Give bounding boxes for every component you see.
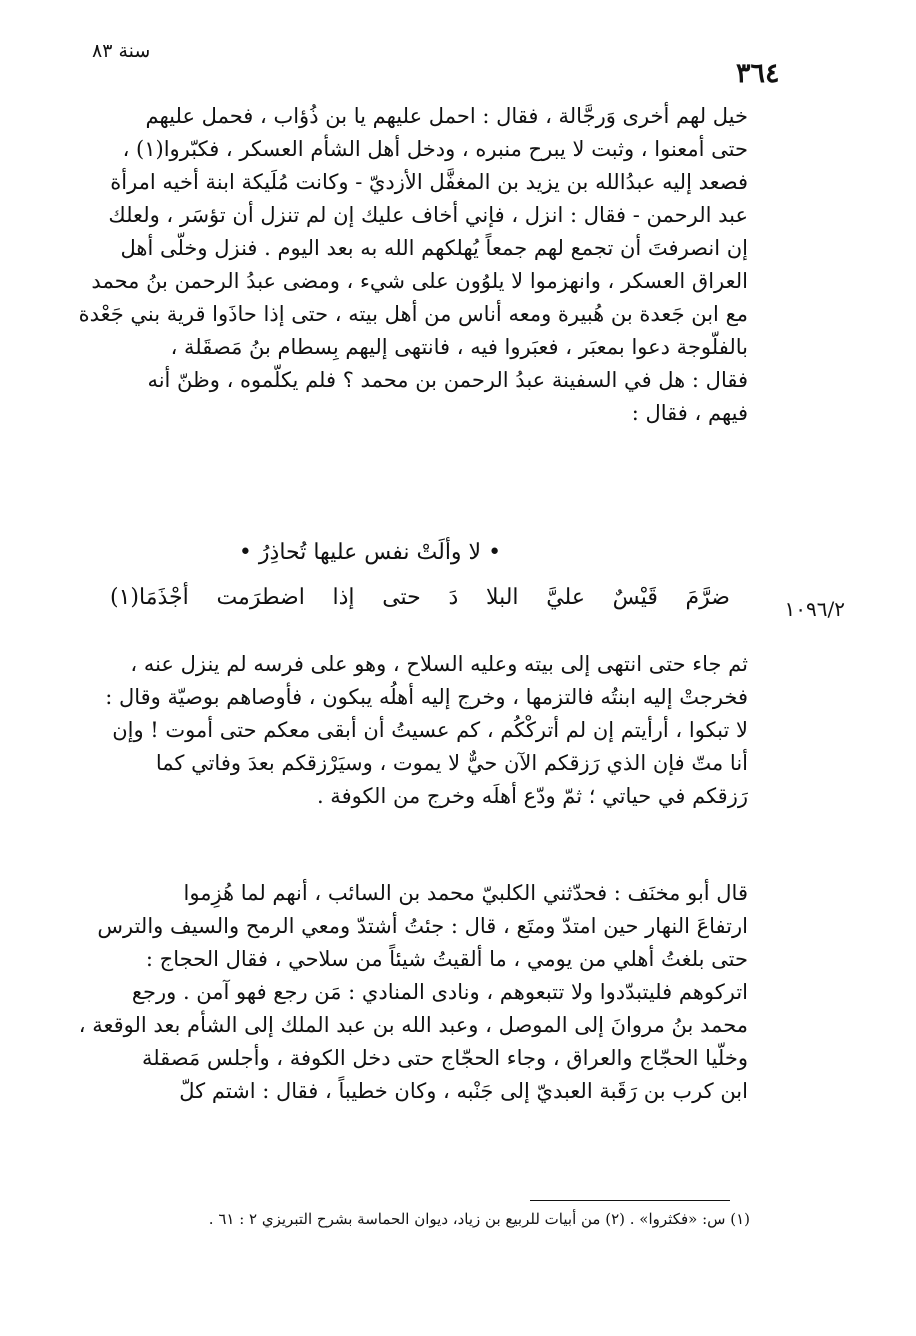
text-line: قال أبو مخنَف : فحدّثني الكلبيّ محمد بن السائب ، أنهم لما هُزِموا bbox=[183, 881, 748, 905]
running-header-year: سنة ٨٣ bbox=[92, 40, 151, 62]
footnotes: (١) س: «فكثروا» . (٢) من أبيات للربيع بن زياد، ديوان الحماسة بشرح التبريزي ٢ : ٦١ . bbox=[208, 1210, 750, 1228]
text-line: حتى بلغتُ أهلي من يومي ، ما ألقيتُ شيئاً من سلاحي ، فقال الحجاج : bbox=[145, 947, 748, 971]
verse-line-2: ضرَّمَ قَيْسٌ عليَّ البلا دَ حتى إذا اضطرَمت أجْذَمَا(١) bbox=[110, 585, 730, 610]
text-line: ثم جاء حتى انتهى إلى بيته وعليه السلاح ، وهو على فرسه لم ينزل عنه ، bbox=[130, 652, 748, 676]
paragraph-main bbox=[70, 100, 748, 430]
text-line: ابن كرب بن رَقَبة العبديّ إلى جَنْبه ، وكان خطيباً ، فقال : اشتم كلّ bbox=[179, 1079, 748, 1103]
verse-line-1: • لا وألَتْ نفس عليها تُحاذِرُ • bbox=[238, 540, 502, 565]
text-line: ارتفاعَ النهار حين امتدّ ومتَع ، قال : جئتُ أشتدّ ومعي الرمح والسيف والترس bbox=[97, 914, 748, 938]
text-line: العراق العسكر ، وانهزموا لا يلوُون على شيء ، ومضى عبدُ الرحمن بنُ محمد bbox=[91, 269, 748, 293]
text-line: حتى أمعنوا ، وثبت لا يبرح منبره ، ودخل أهل الشأم العسكر ، فكبّروا(١) ، bbox=[122, 137, 748, 161]
paragraph-second bbox=[70, 648, 748, 813]
margin-reference: ١٠٩٦/٢ bbox=[784, 597, 845, 621]
text-line: خيل لهم أخرى وَرجَّالة ، فقال : احمل عليهم يا بن ذُؤاب ، فحمل عليهم bbox=[145, 104, 748, 128]
text-line: أنا متّ فإن الذي رَزقكم الآن حيٌّ لا يموت ، وسيَرْزقكم بعدَ وفاتي كما bbox=[155, 751, 748, 775]
text-line: بالفلّوجة دعوا بمعبَر ، فعبَروا فيه ، فانتهى إليهم بِسطام بنُ مَصقَلة ، bbox=[170, 335, 748, 359]
text-line: وخلّيا الحجّاج والعراق ، وجاء الحجّاج حتى دخل الكوفة ، وأجلس مَصقلة bbox=[141, 1046, 748, 1070]
paragraph-third bbox=[70, 877, 748, 1108]
text-line: فصعد إليه عبدُالله بن يزيد بن المغفَّل الأزديّ - وكانت مُلَيكة ابنة أخيه امرأة bbox=[110, 170, 748, 194]
text-line: رَزقكم في حياتي ؛ ثمّ ودّع أهلَه وخرج من الكوفة . bbox=[316, 784, 748, 808]
text-line: مع ابن جَعدة بن هُبيرة ومعه أناس من أهل بيته ، حتى إذا حاذَوا قرية بني جَعْدة bbox=[78, 302, 748, 326]
text-line: عبد الرحمن - فقال : انزل ، فإني أخاف عليك إن لم تنزل أن تؤسَر ، ولعلك bbox=[108, 203, 748, 227]
text-line: محمد بنُ مروانَ إلى الموصل ، وعبد الله بن عبد الملك إلى الشأم بعد الوقعة ، bbox=[78, 1013, 748, 1037]
text-line: إن انصرفتَ أن تجمع لهم جمعاً يُهلكهم الله به بعد اليوم . فنزل وخلّى أهل bbox=[120, 236, 748, 260]
footnote-divider bbox=[530, 1200, 730, 1201]
text-line: فخرجتْ إليه ابنتُه فالتزمها ، وخرج إليه أهلُه يبكون ، فأوصاهم بوصيّة وقال : bbox=[105, 685, 748, 709]
text-line: لا تبكوا ، أرأيتم إن لم أتركْكُم ، كم عسيتُ أن أبقى معكم حتى أموت ! وإن bbox=[112, 718, 748, 742]
page-number: ٣٦٤ bbox=[736, 58, 780, 89]
text-line: فقال : هل في السفينة عبدُ الرحمن بن محمد ؟ فلم يكلّموه ، وظنّ أنه bbox=[147, 368, 748, 392]
text-line: اتركوهم فليتبدّدوا ولا تتبعوهم ، ونادى المنادي : مَن رجع فهو آمن . ورجع bbox=[131, 980, 748, 1004]
text-line: فيهم ، فقال : bbox=[631, 401, 748, 425]
